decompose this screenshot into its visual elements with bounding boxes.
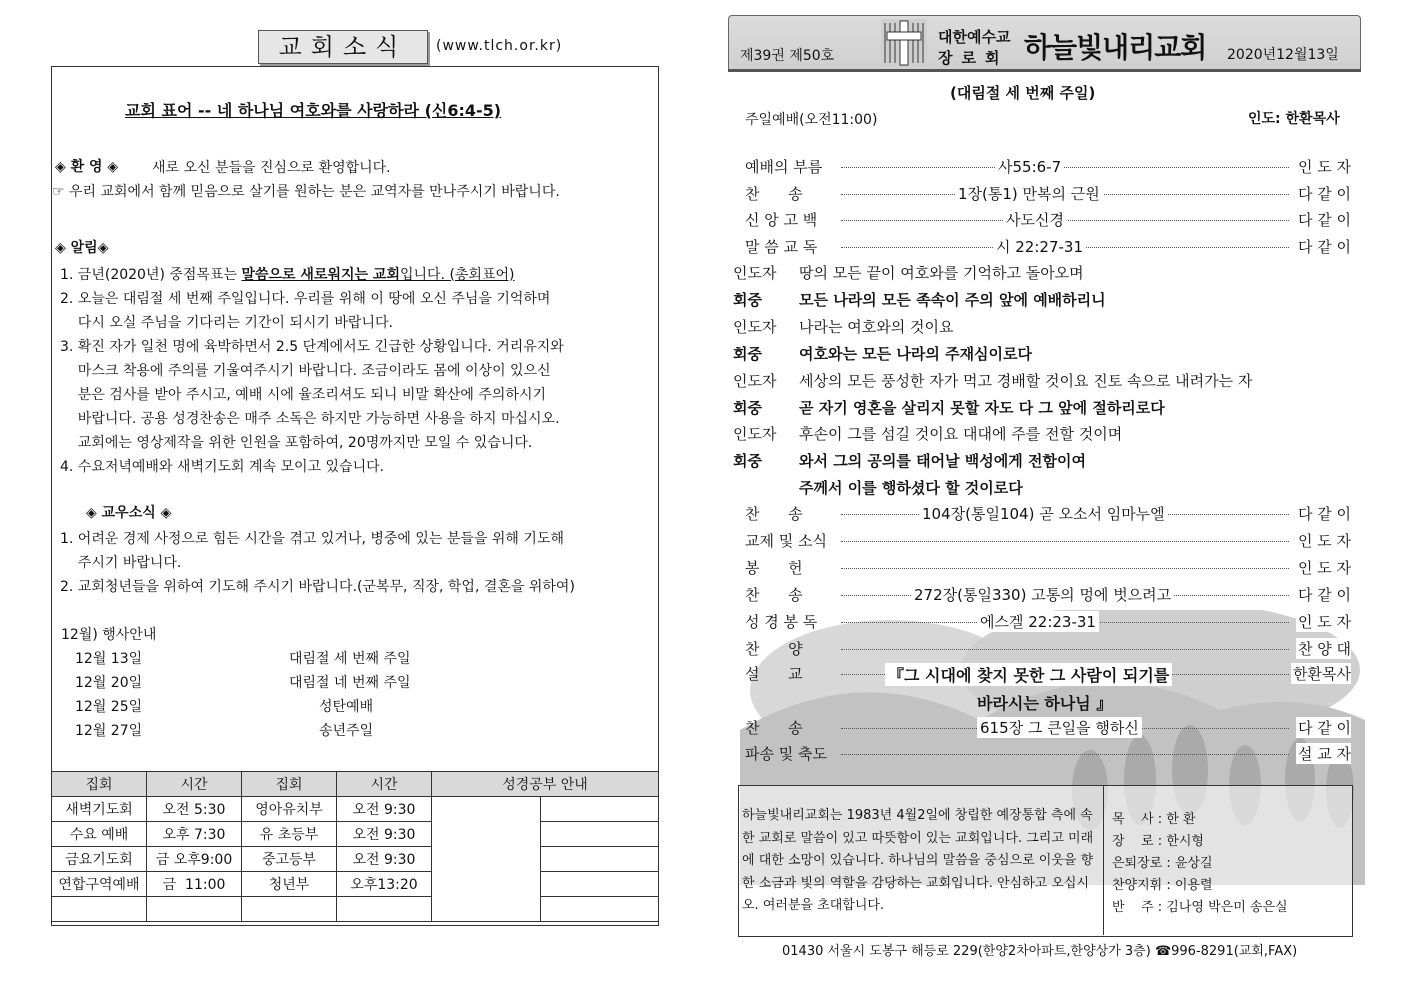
bible-study-cell — [541, 847, 659, 872]
worship-item-name: 교제 및 소식 — [745, 532, 827, 550]
worship-item-leader: 다 같 이 — [1297, 238, 1351, 256]
responsive-text: 후손이 그를 섬길 것이요 대대에 주를 전할 것이며 — [799, 425, 1123, 443]
responsive-text: 세상의 모든 풍성한 자가 먹고 경배할 것이요 진토 속으로 내려가는 자 — [799, 372, 1253, 390]
worship-order-row — [745, 183, 1351, 203]
responsive-text: 곧 자기 영혼을 살리지 못할 자도 다 그 앞에 절하리로다 — [799, 399, 1165, 417]
table-cell: 금 오후9:00 — [147, 847, 242, 872]
event-name: 대림절 네 번째 주일 — [289, 675, 411, 691]
column-header: 시간 — [337, 772, 432, 797]
worship-order-row — [745, 743, 1351, 763]
worship-item-leader: 한환목사 — [1293, 665, 1351, 683]
worship-item-leader: 다 같 이 — [1297, 185, 1351, 203]
worship-item-name: 예배의 부름 — [745, 158, 823, 176]
event-name: 대림절 세 번째 주일 — [289, 651, 411, 667]
dotted-leader — [841, 167, 1289, 168]
table-cell — [52, 897, 147, 922]
table-cell: 청년부 — [242, 872, 337, 897]
table-cell — [337, 897, 432, 922]
worship-item-leader: 찬 양 대 — [1297, 640, 1351, 658]
responsive-speaker: 인도자 — [733, 318, 777, 336]
table-row — [52, 847, 659, 872]
responsive-line — [733, 397, 1165, 418]
table-row — [52, 897, 659, 922]
table-cell — [147, 897, 242, 922]
welcome-title: ◈ 환 영 ◈ — [55, 159, 119, 175]
info-divider — [1103, 785, 1104, 935]
table-cell: 오후13:20 — [337, 872, 432, 897]
responsive-line — [733, 477, 1023, 498]
staff-line: 은퇴장로 : 윤상길 — [1112, 856, 1213, 871]
table-cell: 오전 9:30 — [337, 797, 432, 822]
worship-order-row — [745, 611, 1351, 631]
event-date: 12월 20일 — [75, 675, 143, 691]
sermon-title-line-2: 바라시는 하나님 』 — [977, 694, 1113, 713]
bible-study-cell — [541, 872, 659, 897]
worship-item-name: 찬 송 — [745, 185, 803, 203]
notice-line: 마스크 착용에 주의를 기울여주시기 바랍니다. 조금이라도 몸에 이상이 있으신 — [60, 363, 551, 379]
worship-item-detail: 사55:6-7 — [995, 156, 1064, 177]
responsive-line — [733, 343, 1032, 364]
worship-item-detail: 『그 시대에 찾지 못한 그 사람이 되기를 — [885, 663, 1172, 686]
meeting-schedule-table — [51, 771, 659, 922]
notice-line: 교회에는 영상제작을 위한 인원을 포함하여, 20명까지만 모일 수 있습니다. — [60, 435, 533, 451]
worship-item-name: 찬 양 — [745, 640, 803, 658]
responsive-line — [733, 450, 1086, 471]
table-row — [52, 872, 659, 897]
church-introduction: 하늘빛내리교회는 1983년 4월2일에 창립한 예장통합 측에 속한 교회로 말씀이 있고 따뜻함이 있는 교회입니다. 그리고 미래에 대한 소망이 있습니다. 하나님의 말씀을 중심으로 이웃을 향한 소금과 빛의 역할을 감당하는 교회입니다. 안심하고 오십시오. 여러분을 초대합니다. — [742, 808, 1094, 913]
staff-line: 찬양지휘 : 이용렬 — [1112, 878, 1213, 893]
service-time: 주일예배(오전11:00) — [745, 112, 878, 128]
table-cell: 중고등부 — [242, 847, 337, 872]
events-title: 12월) 행사안내 — [61, 627, 157, 643]
responsive-speaker: 회중 — [733, 399, 762, 417]
worship-order-row — [745, 530, 1351, 550]
worship-order-row — [745, 557, 1351, 577]
column-header: 집회 — [52, 772, 147, 797]
table-cell: 오전 5:30 — [147, 797, 242, 822]
volume-number: 제39권 제50호 — [740, 48, 835, 64]
table-row — [52, 797, 659, 822]
worship-item-leader: 설 교 자 — [1297, 745, 1351, 763]
responsive-text: 나라는 여호와의 것이요 — [799, 318, 954, 336]
worship-order-row — [745, 663, 1351, 683]
church-news-header: 교회소식 — [258, 30, 428, 64]
member-news-line: 1. 어려운 경제 사정으로 힘든 시간을 겪고 있거나, 병중에 있는 분들을 위해 기도해 — [60, 531, 564, 547]
table-cell: 금요기도회 — [52, 847, 147, 872]
notice-line: 2. 오늘은 대림절 세 번째 주일입니다. 우리를 위해 이 땅에 오신 주님을 기억하며 — [60, 291, 551, 307]
worship-item-name: 찬 송 — [745, 586, 803, 604]
responsive-text: 모든 나라의 모든 족속이 주의 앞에 예배하리니 — [799, 291, 1106, 309]
worship-item-leader: 다 같 이 — [1297, 719, 1351, 737]
service-leader: 인도: 한환목사 — [1248, 111, 1340, 127]
church-address: 01430 서울시 도봉구 해등로 229(한양2차아파트,한양상가 3층) ☎996-8291(교회,FAX) — [782, 944, 1298, 959]
table-row — [52, 822, 659, 847]
worship-item-detail: 615장 그 큰일을 행하신 — [977, 717, 1142, 738]
church-name: 하늘빛내리교회 — [1024, 31, 1207, 64]
welcome-text: 새로 오신 분들을 진심으로 환영합니다. — [152, 160, 391, 176]
worship-order-row — [745, 584, 1351, 604]
event-date: 12월 25일 — [75, 699, 143, 715]
staff-line: 목 사 : 한 환 — [1112, 812, 1196, 827]
denomination-line-1: 대한예수교 — [938, 28, 1011, 46]
member-news-title: ◈ 교우소식 ◈ — [86, 505, 172, 521]
member-news-line: 주시기 바랍니다. — [60, 555, 182, 571]
notice-line: 분은 검사를 받아 주시고, 예배 시에 율조리셔도 되니 비말 확산에 주의하시기 — [60, 387, 546, 403]
event-date: 12월 13일 — [75, 651, 143, 667]
worship-item-name: 찬 송 — [745, 505, 803, 523]
responsive-speaker: 인도자 — [733, 264, 777, 282]
worship-item-detail: 1장(통1) 만복의 근원 — [955, 183, 1103, 204]
worship-item-detail: 272장(통일330) 고통의 멍에 벗으려고 — [911, 584, 1174, 605]
notice-line: 4. 수요저녁예배와 새벽기도회 계속 모이고 있습니다. — [60, 459, 385, 475]
worship-item-leader: 인 도 자 — [1297, 559, 1351, 577]
worship-item-detail: 시 22:27-31 — [993, 236, 1086, 257]
table-cell: 유 초등부 — [242, 822, 337, 847]
issue-date: 2020년12월13일 — [1227, 47, 1339, 63]
sunday-title: (대림절 세 번째 주일) — [950, 84, 1096, 102]
worship-item-name: 파송 및 축도 — [745, 745, 827, 763]
table-cell: 오전 9:30 — [337, 847, 432, 872]
church-motto: 교회 표어 -- 네 하나님 여호와를 사랑하라 (신6:4-5) — [125, 101, 502, 120]
notice-line: 3. 확진 자가 일천 명에 육박하면서 2.5 단계에서도 긴급한 상황입니다. 거리유지와 — [60, 339, 564, 355]
responsive-speaker: 회중 — [733, 291, 762, 309]
worship-item-detail: 104장(통일104) 곧 오소서 임마누엘 — [919, 503, 1168, 524]
worship-item-detail: 에스겔 22:23-31 — [977, 611, 1099, 632]
worship-item-leader: 인 도 자 — [1297, 158, 1351, 176]
column-header: 시간 — [147, 772, 242, 797]
worship-order-row — [745, 236, 1351, 256]
table-cell: 새벽기도회 — [52, 797, 147, 822]
worship-order-row — [745, 156, 1351, 176]
welcome-contact-text: ☞ 우리 교회에서 함께 믿음으로 살기를 원하는 분은 교역자를 만나주시기 바랍니다. — [52, 184, 560, 200]
table-header-row — [52, 772, 659, 797]
responsive-speaker: 회중 — [733, 452, 762, 470]
worship-item-detail: 사도신경 — [1003, 209, 1067, 230]
masthead-divider — [728, 69, 1361, 72]
worship-item-name: 설 교 — [745, 665, 803, 683]
table-cell: 오전 9:30 — [337, 822, 432, 847]
bible-study-cell — [541, 897, 659, 922]
responsive-line — [733, 316, 953, 337]
bible-study-cell — [432, 797, 541, 922]
member-news-line: 2. 교회청년들을 위하여 기도해 주시기 바랍니다.(군복무, 직장, 학업, 결혼을 위하여) — [60, 579, 575, 595]
responsive-line — [733, 289, 1106, 310]
responsive-text: 주께서 이를 행하셨다 할 것이로다 — [799, 479, 1023, 497]
bible-study-cell — [541, 822, 659, 847]
dotted-leader — [841, 568, 1289, 569]
responsive-speaker: 인도자 — [733, 425, 777, 443]
worship-item-leader: 다 같 이 — [1297, 586, 1351, 604]
worship-item-name: 신 앙 고 백 — [745, 211, 818, 229]
notices-title: ◈ 알림◈ — [55, 240, 109, 256]
table-cell: 수요 예배 — [52, 822, 147, 847]
worship-item-name: 찬 송 — [745, 719, 803, 737]
worship-item-leader: 다 같 이 — [1297, 505, 1351, 523]
responsive-text: 땅의 모든 끝이 여호와를 기억하고 돌아오며 — [799, 264, 1084, 282]
website-url[interactable]: (www.tlch.or.kr) — [436, 38, 563, 54]
table-cell: 영아유치부 — [242, 797, 337, 822]
responsive-line — [733, 262, 1084, 283]
table-cell — [242, 897, 337, 922]
responsive-line — [733, 423, 1122, 444]
cross-logo-icon — [881, 19, 927, 67]
notice-item-1-post: 입니다. (총회표어) — [399, 267, 515, 283]
table-cell: 연합구역예배 — [52, 872, 147, 897]
denomination-line-2: 장로회 — [938, 49, 1009, 67]
staff-line: 장 로 : 한시형 — [1112, 834, 1204, 849]
worship-order-row — [745, 638, 1351, 658]
table-cell: 금 11:00 — [147, 872, 242, 897]
event-name: 송년주일 — [319, 723, 374, 739]
responsive-speaker: 인도자 — [733, 372, 777, 390]
notice-line: 바랍니다. 공용 성경찬송은 매주 소독은 하지만 가능하면 사용을 하지 마십시오. — [60, 411, 560, 427]
staff-line: 반 주 : 김나영 박은미 송은실 — [1112, 900, 1288, 915]
worship-item-leader: 인 도 자 — [1297, 613, 1351, 631]
dotted-leader — [841, 541, 1289, 542]
notice-item-1-highlight: 말씀으로 새로워지는 교회 — [241, 267, 400, 283]
notice-item-1-pre: 1. 금년(2020년) 중점목표는 — [60, 267, 242, 283]
event-date: 12월 27일 — [75, 723, 143, 739]
dotted-leader — [841, 649, 1289, 650]
worship-item-leader: 다 같 이 — [1297, 211, 1351, 229]
notice-line: 다시 오실 주님을 기다리는 기간이 되시기 바랍니다. — [60, 315, 393, 331]
worship-item-name: 말 씀 교 독 — [745, 238, 818, 256]
column-header: 성경공부 안내 — [432, 772, 659, 797]
dotted-leader — [841, 754, 1289, 755]
worship-order-row — [745, 209, 1351, 229]
worship-item-name: 성 경 봉 독 — [745, 613, 818, 631]
responsive-line — [733, 370, 1252, 391]
responsive-speaker: 회중 — [733, 345, 762, 363]
responsive-text: 여호와는 모든 나라의 주재심이로다 — [799, 345, 1033, 363]
event-name: 성탄예배 — [319, 699, 374, 715]
worship-item-leader: 인 도 자 — [1297, 532, 1351, 550]
table-cell: 오후 7:30 — [147, 822, 242, 847]
notice-item-1 — [60, 264, 514, 284]
responsive-text: 와서 그의 공의를 태어날 백성에게 전함이여 — [799, 452, 1086, 470]
worship-order-row — [745, 717, 1351, 737]
worship-order-row — [745, 503, 1351, 523]
worship-item-name: 봉 헌 — [745, 559, 803, 577]
column-header: 집회 — [242, 772, 337, 797]
bible-study-cell — [541, 797, 659, 822]
